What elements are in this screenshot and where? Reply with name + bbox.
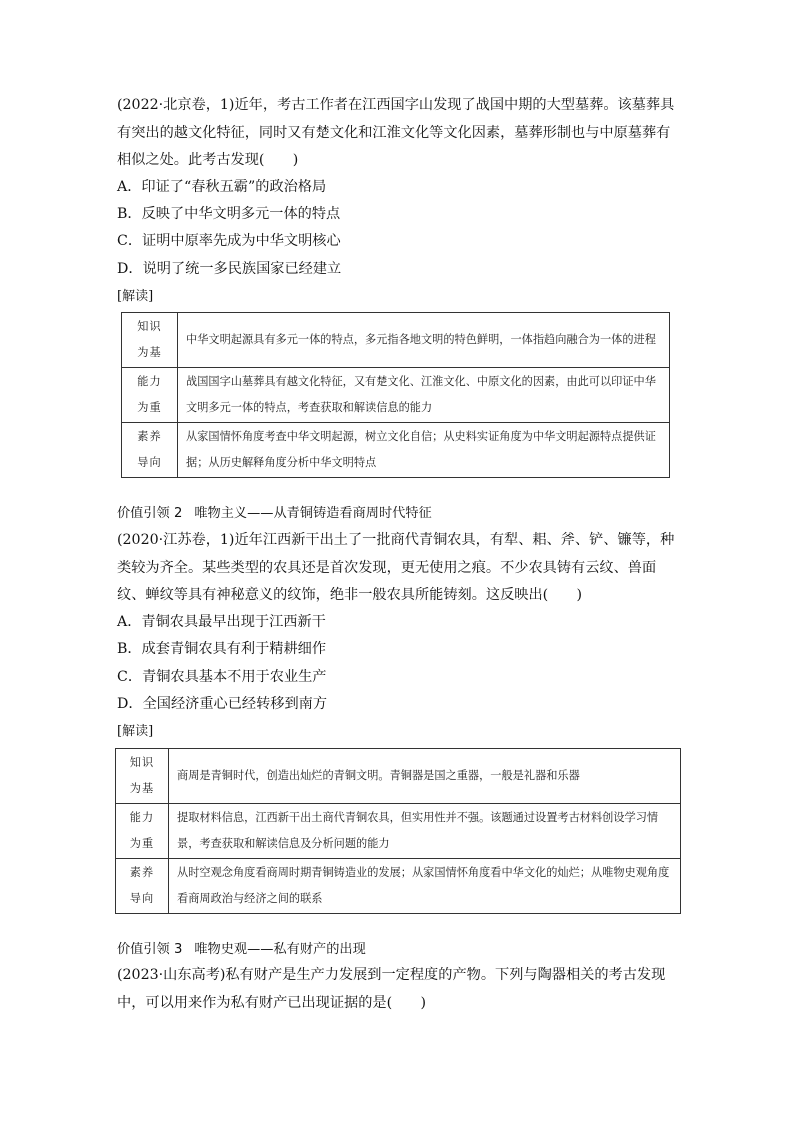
question-1-option-c: C．证明中原率先成为中华文明核心 — [117, 233, 341, 249]
category-word: 为重 — [129, 837, 155, 850]
category-word: 为基 — [137, 346, 162, 359]
question-2-stem: (2020·江苏卷，1)近年江西新干出土了一批商代青铜农具，有犁、耜、斧、铲、镰等，种类较为齐全。某些类型的农具还是首次发现，更无使用之痕。不少农具铸有云纹、兽面纹、蝉纹等具有神秘意义的纹饰，绝非一般农具所能铸刻。这反映出( ) — [117, 532, 675, 603]
section-2-heading — [117, 504, 432, 524]
description-cell: 提取材料信息，江西新干出土商代青铜农具，但实用性并不强。该题通过设置考古材料创设学习情景，考查获取和解读信息及分析问题的能力 — [169, 804, 681, 859]
category-word: 素养 — [137, 430, 162, 443]
category-word: 为基 — [129, 782, 155, 795]
question-2-option-d: D．全国经济重心已经转移到南方 — [117, 696, 328, 712]
category-word: 知识 — [137, 320, 162, 333]
question-1-option-b: B．反映了中华文明多元一体的特点 — [117, 206, 341, 222]
table-row — [116, 859, 681, 914]
question-1-analysis-table — [121, 312, 670, 478]
description-cell: 战国国字山墓葬具有越文化特征，又有楚文化、江淮文化、中原文化的因素，由此可以印证中华文明多元一体的特点，考查获取和解读信息的能力 — [178, 368, 670, 423]
question-1-stem: (2022·北京卷，1)近年，考古工作者在江西国字山发现了战国中期的大型墓葬。该墓葬具有突出的越文化特征，同时又有楚文化和江淮文化等文化因素，墓葬形制也与中原墓葬有相似之处。此考古发现( ) — [117, 97, 675, 168]
category-word: 素养 — [129, 866, 155, 879]
section-3-number: 价值引领 3 — [117, 942, 183, 957]
table-row — [116, 804, 681, 859]
category-cell — [116, 859, 169, 914]
description-cell: 商周是青铜时代，创造出灿烂的青铜文明。青铜器是国之重器，一般是礼器和乐器 — [169, 749, 681, 804]
question-2-analysis-label: [解读] — [117, 724, 154, 739]
category-cell — [122, 313, 178, 368]
question-2-option-a: A．青铜农具最早出现于江西新干 — [117, 614, 326, 630]
question-2-option-b: B．成套青铜农具有利于精耕细作 — [117, 641, 327, 657]
category-cell — [122, 368, 178, 423]
description-cell: 中华文明起源具有多元一体的特点，多元指各地文明的特色鲜明，一体指趋向融合为一体的进程 — [178, 313, 670, 368]
question-3-stem: (2023·山东高考)私有财产是生产力发展到一定程度的产物。下列与陶器相关的考古发现中，可以用来作为私有财产已出现证据的是( ) — [117, 967, 666, 1011]
table-row — [116, 749, 681, 804]
table-row — [122, 423, 670, 478]
table-row — [122, 368, 670, 423]
category-cell — [116, 749, 169, 804]
section-2-number: 价值引领 2 — [117, 506, 183, 521]
category-word: 为重 — [137, 401, 162, 414]
question-1-option-a: A．印证了“春秋五霸”的政治格局 — [117, 179, 327, 195]
question-2-option-c: C．青铜农具基本不用于农业生产 — [117, 669, 327, 685]
table-row — [122, 313, 670, 368]
question-1-analysis-label: [解读] — [117, 289, 154, 304]
description-cell: 从时空观念角度看商周时期青铜铸造业的发展；从家国情怀角度看中华文化的灿烂；从唯物史观角度看商周政治与经济之间的联系 — [169, 859, 681, 914]
question-2-analysis-table — [115, 748, 681, 914]
question-1-option-d: D．说明了统一多民族国家已经建立 — [117, 261, 342, 277]
category-word: 知识 — [129, 756, 155, 769]
section-3-title: 唯物史观——私有财产的出现 — [194, 942, 366, 957]
category-word: 导向 — [137, 456, 162, 469]
category-word: 能力 — [137, 375, 162, 388]
category-cell — [122, 423, 178, 478]
section-3-heading — [117, 940, 366, 960]
category-word: 能力 — [129, 811, 155, 824]
section-2-title: 唯物主义——从青铜铸造看商周时代特征 — [194, 506, 432, 521]
category-cell — [116, 804, 169, 859]
description-cell: 从家国情怀角度考查中华文明起源，树立文化自信；从史料实证角度为中华文明起源特点提供证据；从历史解释角度分析中华文明特点 — [178, 423, 670, 478]
category-word: 导向 — [129, 892, 155, 905]
